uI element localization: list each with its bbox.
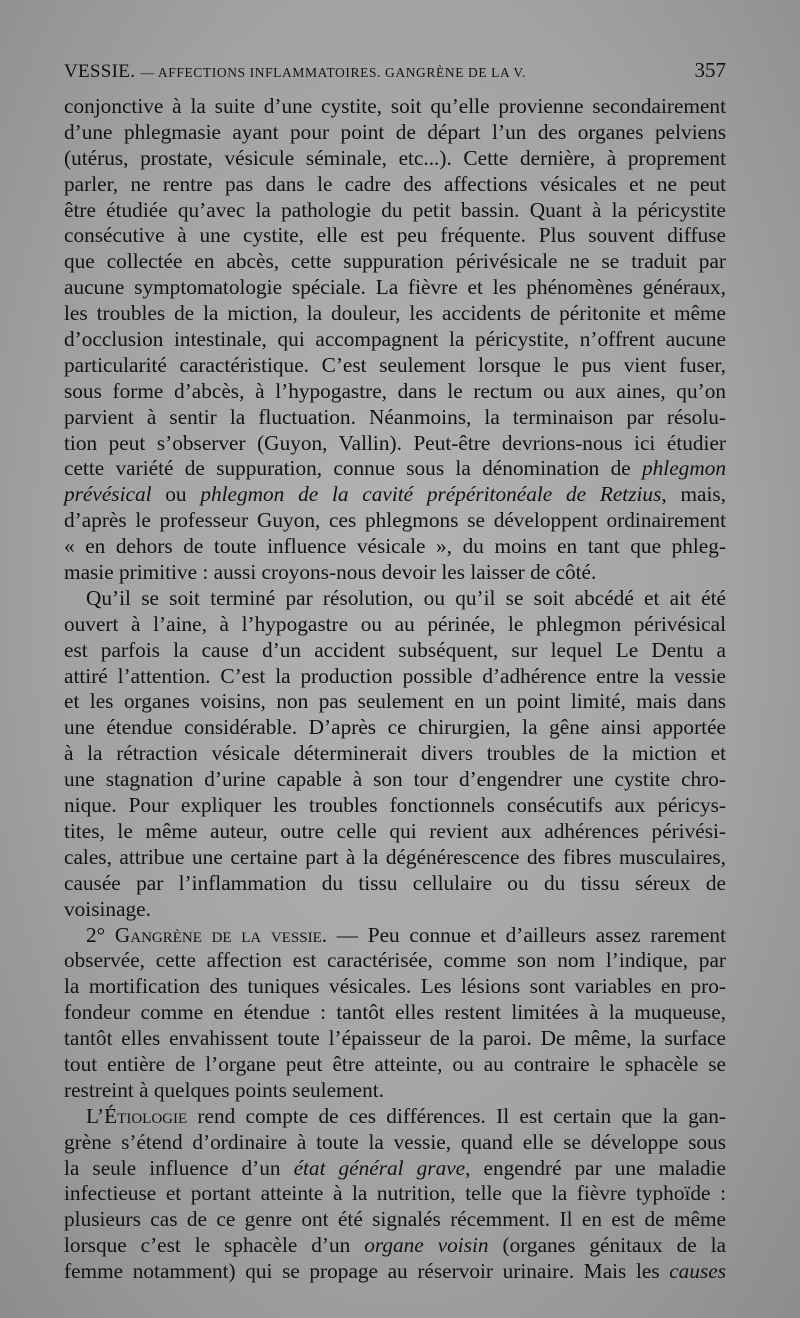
text-line [64, 767, 726, 793]
text-span: la seule influence d’un [64, 1155, 294, 1180]
text-line [64, 1026, 726, 1052]
text-line [64, 715, 726, 741]
text-span: rend compte de ces différences. Il est certain que la gan- [187, 1103, 726, 1128]
text-span: être étudiée qu’avec la pathologie du petit bassin. Quant à la péricystite [64, 197, 726, 222]
text-span: consécutive à une cystite, elle est peu fréquente. Plus souvent diffuse [64, 223, 726, 248]
text-span: grène s’étend d’ordinaire à toute la vessie, quand elle se développe sous [64, 1129, 726, 1154]
text-span: (utérus, prostate, vésicule séminale, etc...). Cette dernière, à proprement [64, 145, 726, 170]
text-line [64, 689, 726, 715]
text-span: infectieuse et portant atteinte à la nutrition, telle que la fièvre typhoïde : [64, 1181, 726, 1206]
text-span: conjonctive à la suite d’une cystite, soit qu’elle provienne secondairement [64, 94, 726, 118]
page-number: 357 [694, 58, 726, 82]
text-span: tantôt elles envahissent toute l’épaisseur de la paroi. De même, la surface [64, 1026, 726, 1051]
text-span: , engendré par une maladie [465, 1155, 726, 1180]
text-span: parvient à sentir la fluctuation. Néanmoins, la terminaison par résolu- [64, 404, 726, 429]
text-line [64, 1259, 726, 1285]
text-span: cette variété de suppuration, connue sous la dénomination de [64, 456, 642, 481]
italic-span: état général grave [293, 1155, 466, 1180]
italic-span: organe voisin [364, 1233, 489, 1258]
text-line [64, 1156, 726, 1182]
text-line [64, 871, 726, 897]
italic-span: prévésical [64, 482, 152, 507]
text-line [64, 586, 726, 612]
running-head [64, 58, 726, 88]
text-span: restreint à quelques points seulement. [64, 1077, 384, 1102]
text-span: tites, le même auteur, outre celle qui revient aux adhérences périvési- [64, 818, 726, 843]
text-line [64, 508, 726, 534]
small-caps-span: Étiologie [104, 1103, 188, 1128]
text-line [64, 1052, 726, 1078]
text-line [64, 664, 726, 690]
italic-span: causes [669, 1259, 726, 1284]
text-span: et les organes voisins, non pas seulement en un point limité, mais dans [64, 689, 726, 714]
text-line [64, 948, 726, 974]
running-head-title-group [64, 60, 526, 83]
text-line [64, 560, 726, 586]
running-head-title: VESSIE. [64, 61, 136, 82]
text-span: (organes génitaux de la [488, 1233, 726, 1258]
text-line [64, 327, 726, 353]
text-span: tout entière de l’organe peut être atteinte, ou au contraire le sphacèle se [64, 1051, 726, 1076]
text-line [64, 534, 726, 560]
text-line [64, 638, 726, 664]
small-caps-span: Gangrène de la vessie. [114, 922, 328, 947]
text-line [64, 249, 726, 275]
text-span: une stagnation d’urine capable à son tour d’engendrer une cystite chro- [64, 767, 726, 792]
text-line [64, 379, 726, 405]
text-line [64, 198, 726, 224]
text-span: ou [151, 482, 201, 507]
text-span: cales, attribue une certaine part à la dégénérescence des fibres musculaires, [64, 844, 726, 869]
text-span: lorsque c’est le sphacèle d’un [64, 1233, 365, 1258]
text-line [64, 923, 726, 949]
text-span: que collectée en abcès, cette suppuration périvésicale ne se traduit par [64, 249, 726, 274]
text-span: attiré l’attention. C’est la production possible d’adhérence entre la vessie [64, 663, 726, 688]
text-span: tion peut s’observer (Guyon, Vallin). Peut-être devrions-nous ici étudier [64, 430, 726, 455]
text-line [64, 793, 726, 819]
text-span: d’occlusion intestinale, qui accompagnent la péricystite, n’offrent aucune [64, 327, 726, 352]
text-line [64, 974, 726, 1000]
text-line [64, 456, 726, 482]
text-line [64, 120, 726, 146]
text-line [64, 353, 726, 379]
italic-span: phlegmon de la cavité prépéritonéale de Retzius [200, 482, 662, 507]
text-line [64, 1078, 726, 1104]
text-line [64, 1130, 726, 1156]
text-span: — Peu connue et d’ailleurs assez rarement [327, 922, 726, 947]
text-line [64, 845, 726, 871]
text-span: parler, ne rentre pas dans le cadre des affections vésicales et ne peut [64, 171, 726, 196]
text-span: particularité caractéristique. C’est seulement lorsque le pus vient fuser, [64, 352, 726, 377]
text-span: L’ [86, 1103, 105, 1128]
text-line [64, 405, 726, 431]
body-text [64, 94, 726, 1285]
text-line [64, 482, 726, 508]
text-line [64, 301, 726, 327]
text-span: femme notamment) qui se propage au réservoir urinaire. Mais les [64, 1259, 670, 1284]
text-line [64, 223, 726, 249]
text-line [64, 94, 726, 120]
text-line [64, 819, 726, 845]
text-line [64, 1000, 726, 1026]
text-span: masie primitive : aussi croyons-nous devoir les laisser de côté. [64, 560, 597, 585]
text-span: Qu’il se soit terminé par résolution, ou qu’il se soit abcédé et ait été [86, 585, 726, 610]
text-span: sous forme d’abcès, à l’hypogastre, dans le rectum ou aux aines, qu’on [64, 378, 726, 403]
text-span: est parfois la cause d’un accident subséquent, sur lequel Le Dentu a [64, 637, 726, 662]
text-span: plusieurs cas de ce genre ont été signalés récemment. Il en est de même [64, 1207, 726, 1232]
text-span: causée par l’inflammation du tissu cellulaire ou du tissu séreux de [64, 870, 726, 895]
text-line [64, 1104, 726, 1130]
text-line [64, 172, 726, 198]
text-span: 2° [86, 922, 115, 947]
text-span: d’une phlegmasie ayant pour point de départ l’un des organes pelviens [64, 119, 726, 144]
text-span: aucune symptomatologie spéciale. La fièvre et les phénomènes généraux, [64, 275, 726, 300]
text-line [64, 1181, 726, 1207]
italic-span: phlegmon [642, 456, 726, 481]
text-span: à la rétraction vésicale déterminerait divers troubles de la miction et [64, 741, 726, 766]
text-span: d’après le professeur Guyon, ces phlegmons se développent ordinairement [64, 508, 726, 533]
text-line [64, 741, 726, 767]
text-span: , mais, [661, 482, 726, 507]
text-line [64, 612, 726, 638]
running-head-subtitle: — AFFECTIONS INFLAMMATOIRES. GANGRÈNE DE LA V. [140, 65, 526, 80]
text-line [64, 897, 726, 923]
text-span: observée, cette affection est caractérisée, comme son nom l’indique, par [64, 948, 726, 973]
text-line [64, 431, 726, 457]
text-span: « en dehors de toute influence vésicale », du moins en tant que phleg- [64, 534, 726, 559]
text-span: la mortification des tuniques vésicales. Les lésions sont variables en pro- [64, 974, 726, 999]
text-span: une étendue considérable. D’après ce chirurgien, la gêne ainsi apportée [64, 715, 726, 740]
text-line [64, 275, 726, 301]
text-line [64, 1233, 726, 1259]
text-span: les troubles de la miction, la douleur, les accidents de péritonite et même [64, 301, 726, 326]
text-line [64, 1207, 726, 1233]
text-line [64, 146, 726, 172]
text-span: fondeur comme en étendue : tantôt elles restent limitées à la muqueuse, [64, 1000, 726, 1025]
text-span: voisinage. [64, 896, 151, 921]
text-span: ouvert à l’aine, à l’hypogastre ou au périnée, le phlegmon périvésical [64, 611, 726, 636]
text-span: nique. Pour expliquer les troubles fonctionnels consécutifs aux péricys- [64, 793, 726, 818]
